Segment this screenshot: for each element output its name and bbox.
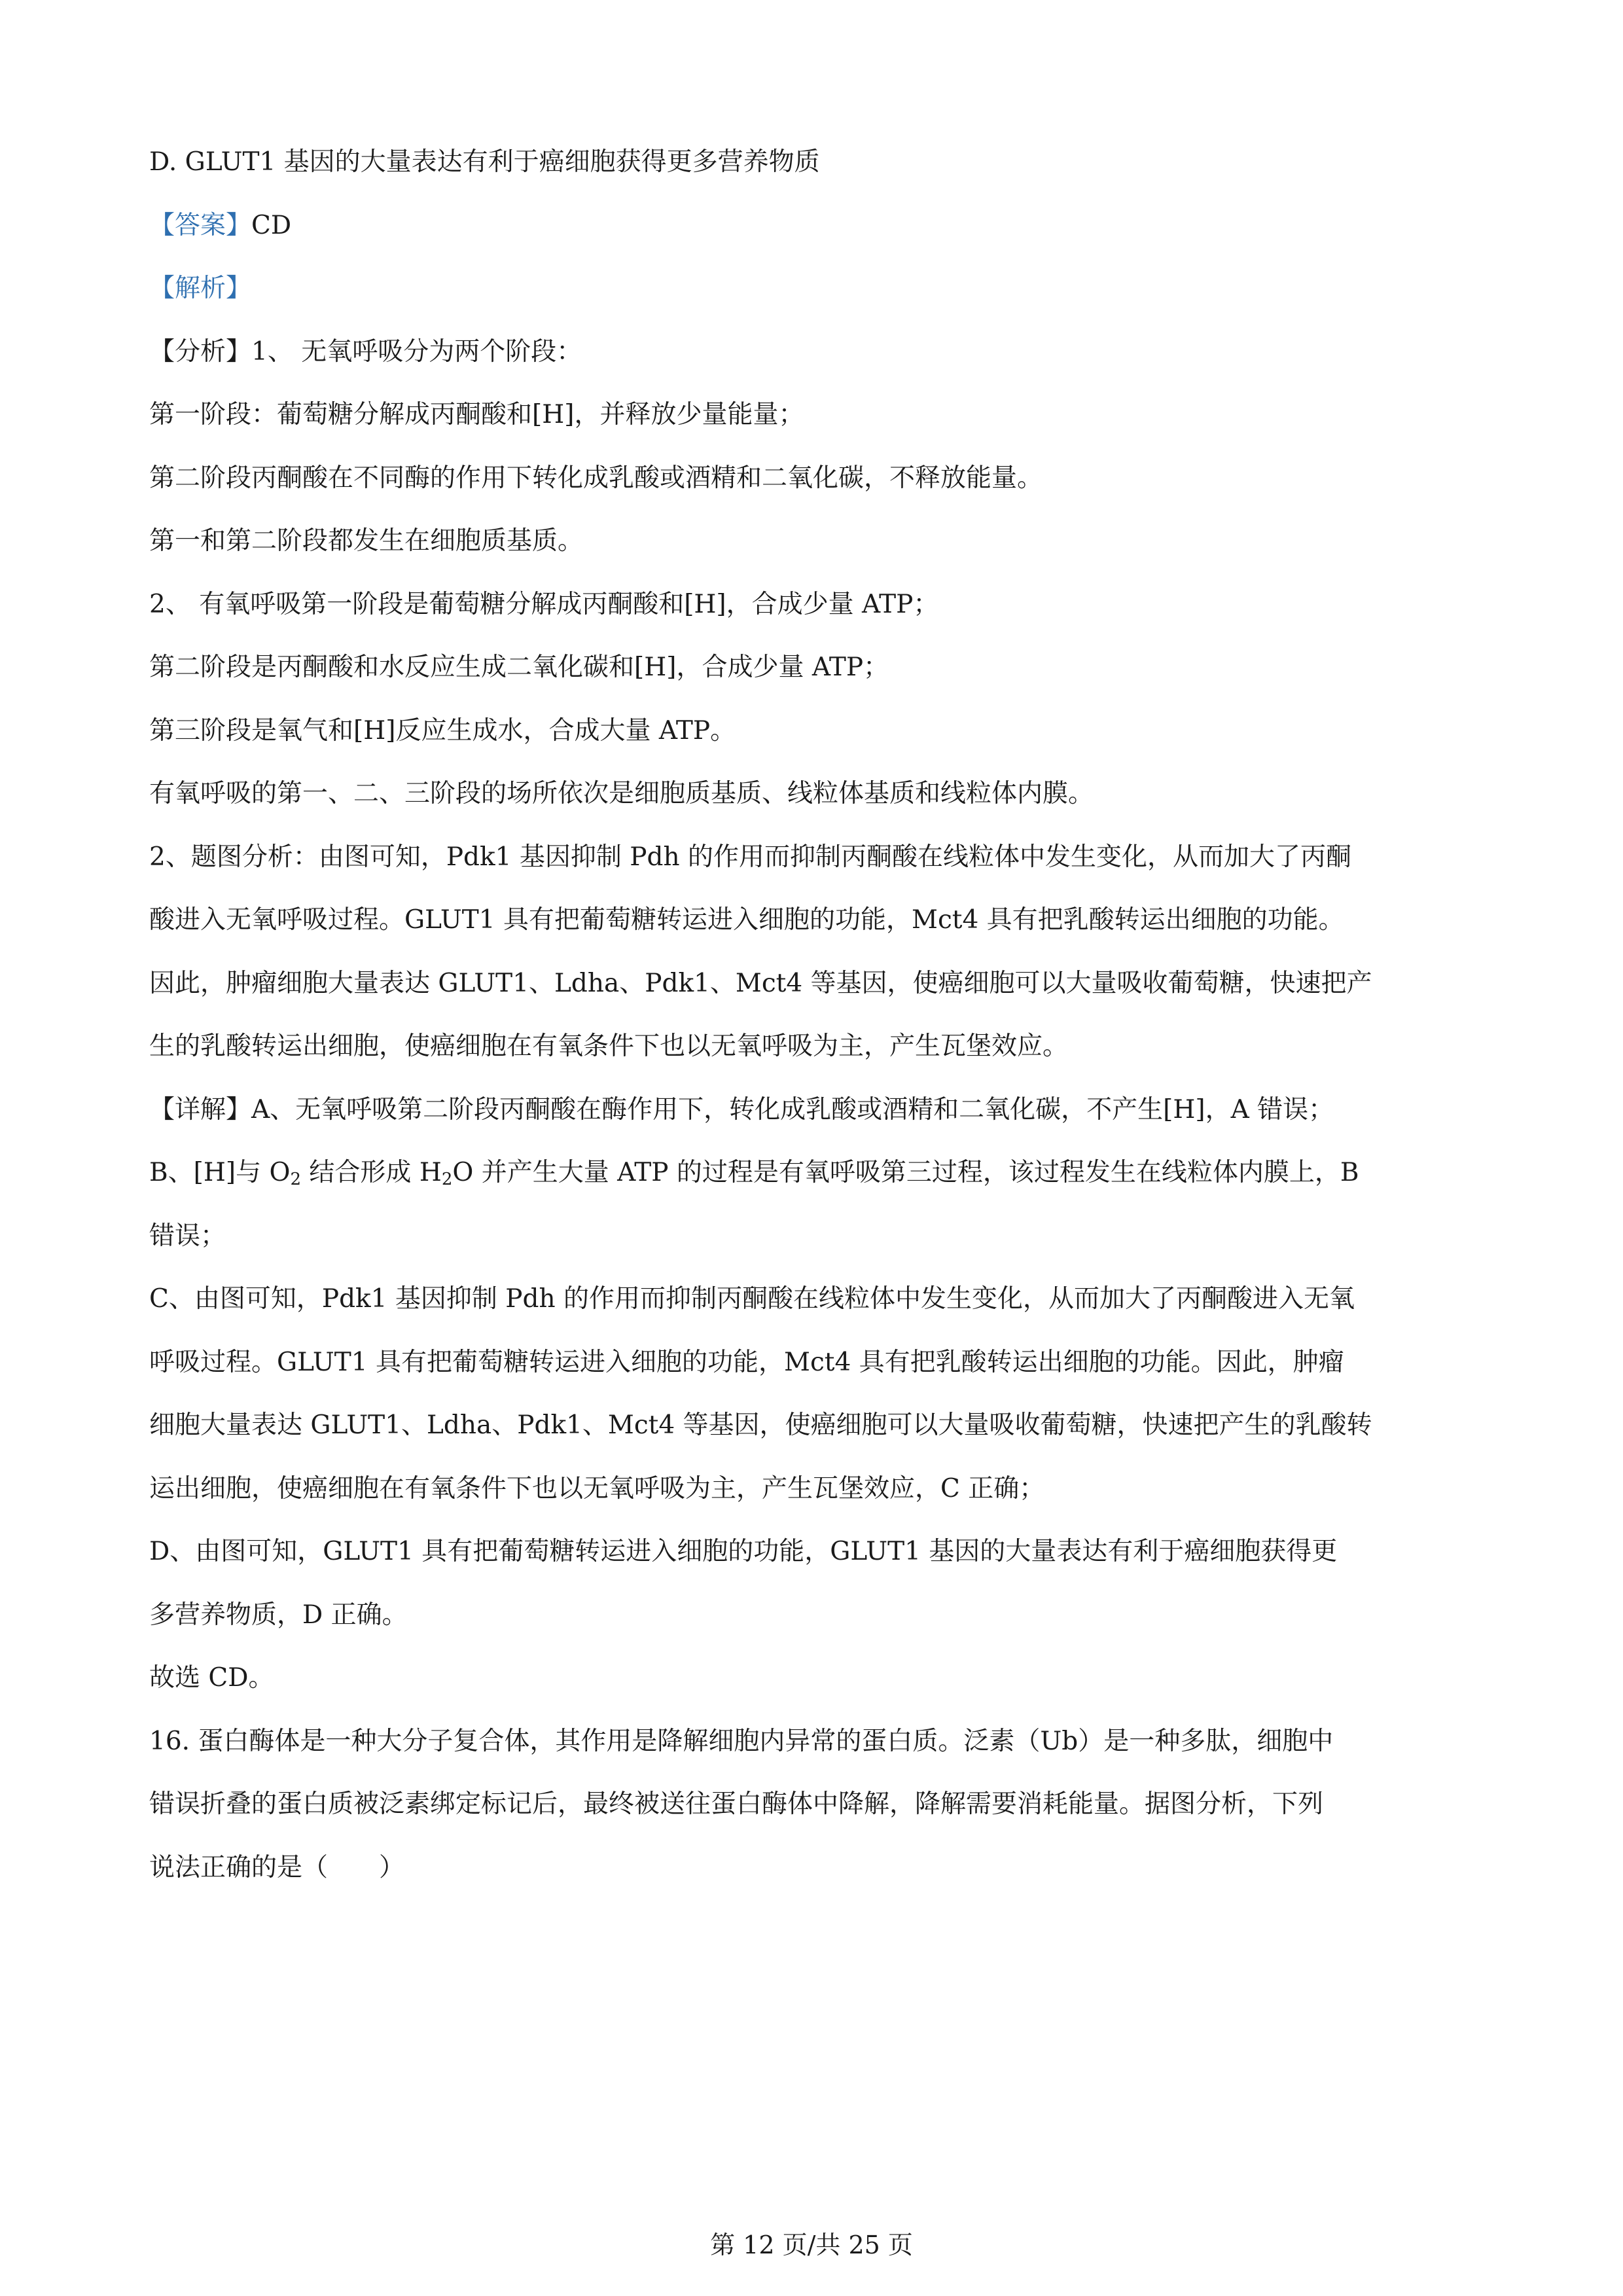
answer-value: CD: [251, 210, 292, 240]
text-line: 第二阶段丙酮酸在不同酶的作用下转化成乳酸或酒精和二氧化碳，不释放能量。: [149, 463, 1043, 493]
text-line: 错误；: [149, 1221, 226, 1251]
option-d-text: D. GLUT1 基因的大量表达有利于癌细胞获得更多营养物质: [149, 147, 820, 177]
text-line: 【详解】A、无氧呼吸第二阶段丙酮酸在酶作用下，转化成乳酸或酒精和二氧化碳，不产生[H]，A 错误；: [149, 1094, 1334, 1124]
text-line: 第三阶段是氧气和[H]反应生成水，合成大量 ATP。: [149, 715, 736, 745]
text-fragment: B、[H]与 O: [149, 1158, 291, 1187]
text-line: 多营养物质，D 正确。: [149, 1600, 408, 1630]
text-fragment: 结合形成 H: [301, 1158, 442, 1187]
text-line: C、由图可知，Pdk1 基因抑制 Pdh 的作用而抑制丙酮酸在线粒体中发生变化，从而加大了丙酮酸进入无氧: [149, 1284, 1355, 1314]
question-16-text: 错误折叠的蛋白质被泛素绑定标记后，最终被送往蛋白酶体中降解，降解需要消耗能量。据图分析，下列: [149, 1789, 1324, 1819]
text-line: 运出细胞，使癌细胞在有氧条件下也以无氧呼吸为主，产生瓦堡效应，C 正确；: [149, 1473, 1045, 1503]
text-line: 第一阶段：葡萄糖分解成丙酮酸和[H]，并释放少量能量；: [149, 400, 804, 429]
text-line: 第二阶段是丙酮酸和水反应生成二氧化碳和[H]，合成少量 ATP；: [149, 653, 889, 682]
subscript: 2: [441, 1170, 453, 1189]
answer-tag: 【答案】: [149, 210, 252, 240]
text-line: 2、 有氧呼吸第一阶段是葡萄糖分解成丙酮酸和[H]，合成少量 ATP；: [149, 589, 939, 619]
text-line: 故选 CD。: [149, 1663, 274, 1693]
text-fragment: O 并产生大量 ATP 的过程是有氧呼吸第三过程，该过程发生在线粒体内膜上，B: [452, 1158, 1359, 1187]
text-line: 因此，肿瘤细胞大量表达 GLUT1、Ldha、Pdk1、Mct4 等基因，使癌细胞可以大量吸收葡萄糖，快速把产: [149, 968, 1372, 998]
text-line-with-subscripts: [149, 1141, 1484, 1205]
text-line: D、由图可知，GLUT1 具有把葡萄糖转运进入细胞的功能，GLUT1 基因的大量表达有利于癌细胞获得更: [149, 1537, 1338, 1566]
question-16-text: 说法正确的是（ ）: [149, 1852, 405, 1882]
text-line: 细胞大量表达 GLUT1、Ldha、Pdk1、Mct4 等基因，使癌细胞可以大量吸收葡萄糖，快速把产生的乳酸转: [149, 1410, 1372, 1440]
subscript: 2: [290, 1170, 302, 1189]
answer-line: [149, 194, 1484, 258]
analysis-tag: 【解析】: [149, 274, 252, 303]
text-line: 2、题图分析：由图可知，Pdk1 基因抑制 Pdh 的作用而抑制丙酮酸在线粒体中发生变化，从而加大了丙酮: [149, 842, 1351, 872]
text-line: 第一和第二阶段都发生在细胞质基质。: [149, 526, 584, 556]
text-line: 【分析】1、 无氧呼吸分为两个阶段：: [149, 336, 582, 367]
text-line: 生的乳酸转运出细胞，使癌细胞在有氧条件下也以无氧呼吸为主，产生瓦堡效应。: [149, 1031, 1069, 1061]
page-footer: 第 12 页/共 25 页: [710, 2231, 913, 2259]
question-16-text: 16. 蛋白酶体是一种大分子复合体，其作用是降解细胞内异常的蛋白质。泛素（Ub）是一种多肽，细胞中: [149, 1726, 1334, 1756]
page-content: [149, 131, 1484, 1899]
text-line: 有氧呼吸的第一、二、三阶段的场所依次是细胞质基质、线粒体基质和线粒体内膜。: [149, 779, 1094, 808]
text-line: 酸进入无氧呼吸过程。GLUT1 具有把葡萄糖转运进入细胞的功能，Mct4 具有把乳酸转运出细胞的功能。: [149, 905, 1344, 935]
text-line: 呼吸过程。GLUT1 具有把葡萄糖转运进入细胞的功能，Mct4 具有把乳酸转运出细胞的功能。因此，肿瘤: [149, 1347, 1344, 1377]
